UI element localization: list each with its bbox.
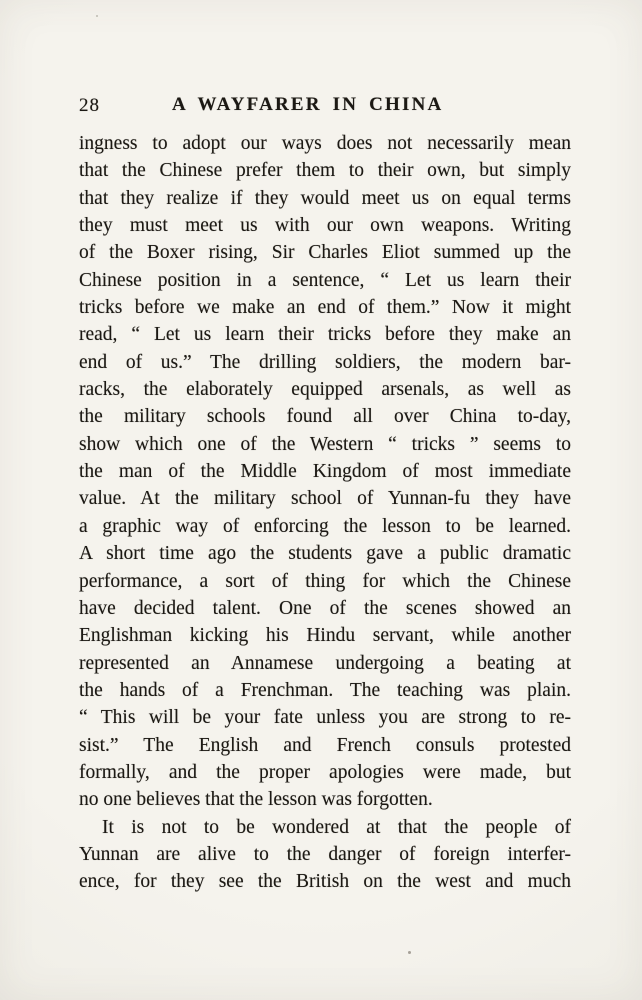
scan-speck (408, 951, 411, 954)
running-title: A WAYFARER IN CHINA (172, 94, 444, 115)
text-line: they must meet us with our own weapons. Writing (79, 215, 571, 237)
text-line: value. At the military school of Yunnan-fu they have (79, 488, 571, 510)
text-line: the man of the Middle Kingdom of most immediate (79, 461, 571, 483)
text-line: read, “ Let us learn their tricks before they make an (79, 324, 571, 346)
text-line: end of us.” The drilling soldiers, the modern bar- (79, 351, 571, 373)
text-line: Yunnan are alive to the danger of foreign interfer- (79, 843, 571, 865)
text-line: that the Chinese prefer them to their own, but simply (79, 160, 571, 182)
scan-speck (96, 15, 98, 17)
text-line: represented an Annamese undergoing a beating at (79, 652, 571, 674)
text-line: a graphic way of enforcing the lesson to be learned. (79, 515, 571, 537)
text-line: performance, a sort of thing for which the Chinese (79, 570, 571, 592)
text-line: no one believes that the lesson was forgotten. (79, 789, 433, 811)
text-line: the hands of a Frenchman. The teaching was plain. (79, 679, 571, 701)
text-line: Chinese position in a sentence, “ Let us learn their (79, 269, 571, 291)
text-line: It is not to be wondered at that the people of (102, 816, 571, 838)
text-line: “ This will be your fate unless you are strong to re- (79, 707, 571, 729)
text-line: tricks before we make an end of them.” Now it might (79, 297, 571, 319)
text-line: have decided talent. One of the scenes showed an (79, 597, 571, 619)
text-line: ingness to adopt our ways does not necessarily mean (79, 133, 571, 154)
text-line: formally, and the proper apologies were made, but (79, 761, 571, 783)
text-block (79, 130, 571, 896)
text-line: Englishman kicking his Hindu servant, while another (79, 625, 571, 647)
text-line: racks, the elaborately equipped arsenals, as well as (79, 379, 571, 401)
text-line: the military schools found all over China to-day, (79, 406, 571, 428)
text-line: of the Boxer rising, Sir Charles Eliot summed up the (79, 242, 571, 264)
text-line: sist.” The English and French consuls protested (79, 734, 571, 756)
text-line: show which one of the Western “ tricks ” seems to (79, 433, 571, 455)
text-line: ence, for they see the British on the west and much (79, 871, 571, 893)
text-line: A short time ago the students gave a public dramatic (79, 543, 571, 565)
running-header (79, 94, 571, 122)
text-line: that they realize if they would meet us on equal terms (79, 187, 571, 209)
page-number: 28 (79, 95, 100, 116)
